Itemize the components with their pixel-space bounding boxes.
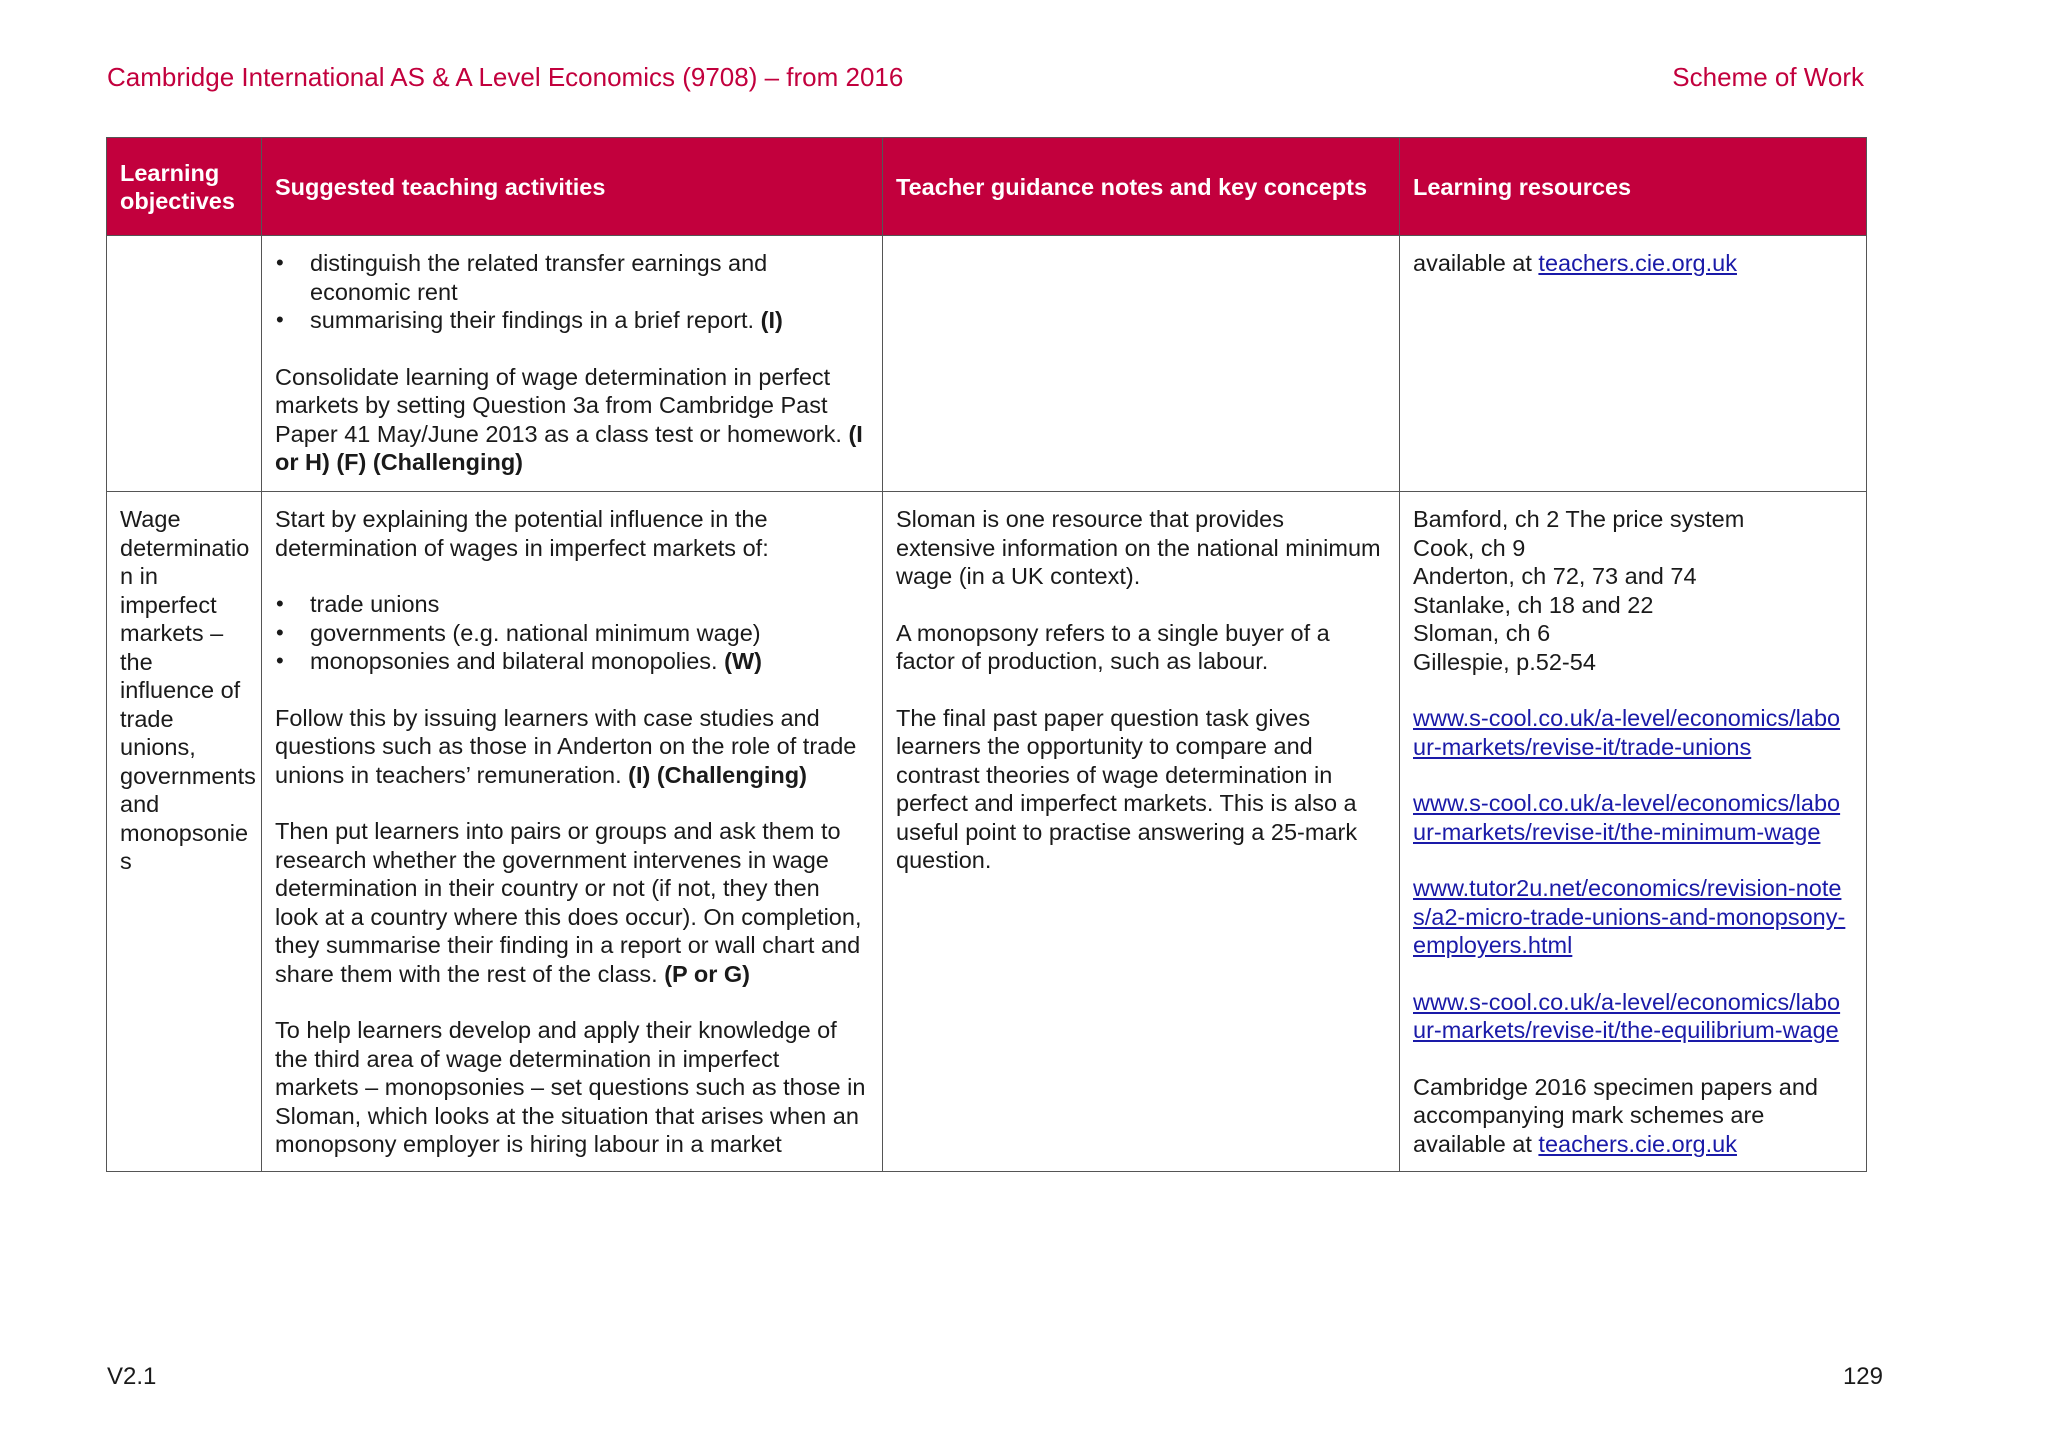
page-number: 129 [1842, 1363, 1883, 1390]
book-reference: Sloman, ch 6 [1413, 620, 1551, 646]
teachers-link[interactable]: teachers.cie.org.uk [1538, 250, 1737, 276]
paragraph: The final past paper question task gives learners the opportunity to compare and contrast theories of wage determination in perfect and imperfect markets. This is also a useful point to practise answering a 25-mark question. [896, 704, 1358, 873]
paragraph: Consolidate learning of wage determination in perfect markets by setting Question 3a from Cambridge Past Paper 41 May/June 2013 as a class test or homework. (I or H) (F) (Challenging) [275, 363, 863, 475]
resources-cell: available at teachers.cie.org.uk [1400, 236, 1867, 492]
column-header-resources: Learning resources [1400, 138, 1867, 236]
list-item: • monopsonies and bilateral monopolies. (W) [310, 647, 869, 676]
scheme-of-work-table [106, 137, 1867, 1172]
version-label: V2.1 [107, 1363, 157, 1390]
minimum-wage-link[interactable]: www.s-cool.co.uk/a-level/economics/labour-markets/revise-it/the-minimum-wage [1413, 790, 1841, 845]
paragraph: Follow this by issuing learners with case studies and questions such as those in Anderton on the role of trade unions in teachers’ remuneration. (I) (Challenging) [275, 704, 857, 788]
list-item: • trade unions [310, 590, 869, 619]
book-reference: Gillespie, p.52-54 [1413, 648, 1596, 675]
activities-cell [262, 492, 883, 1172]
table-header-row [107, 138, 1867, 236]
tutor2u-link[interactable]: www.tutor2u.net/economics/revision-notes/a2-micro-trade-unions-and-monopsony-employers.html [1413, 875, 1846, 958]
table-row [107, 236, 1867, 492]
objective-text: Wage determinatio n in imperfect markets – the influence of trade unions, governments and monopsonie s [120, 506, 256, 874]
document-title: Cambridge International AS & A Level Economics (9708) – from 2016 [107, 62, 904, 92]
trade-unions-link[interactable]: www.s-cool.co.uk/a-level/economics/labour-markets/revise-it/trade-unions [1413, 705, 1841, 760]
paragraph: To help learners develop and apply their knowledge of the third area of wage determination in imperfect markets – monopsonies – set questions such as those in Sloman, which looks at the situation that arises when an monopsony employer is hiring labour in a market [275, 1017, 866, 1157]
list-item: • summarising their findings in a brief report. (I) [310, 306, 869, 335]
activities-cell [262, 236, 883, 492]
paragraph: Sloman is one resource that provides extensive information on the national minimum wage (in a UK context). [896, 506, 1381, 589]
objective-cell [107, 236, 262, 492]
book-reference: Bamford, ch 2 The price system [1413, 506, 1745, 532]
teachers-link[interactable]: teachers.cie.org.uk [1538, 1130, 1737, 1157]
paragraph: A monopsony refers to a single buyer of a factor of production, such as labour. [896, 619, 1330, 674]
list-item: • governments (e.g. national minimum wage) [310, 619, 869, 648]
column-header-activities: Suggested teaching activities [262, 138, 883, 236]
book-reference: Anderton, ch 72, 73 and 74 [1413, 563, 1697, 589]
resources-cell [1400, 492, 1867, 1172]
book-reference: Cook, ch 9 [1413, 534, 1526, 561]
equilibrium-wage-link[interactable]: www.s-cool.co.uk/a-level/economics/labour-markets/revise-it/the-equilibrium-wage [1413, 988, 1841, 1043]
objective-cell [107, 492, 262, 1172]
table-row [107, 492, 1867, 1172]
list-item: • distinguish the related transfer earnings and economic rent [310, 249, 869, 306]
paragraph: Then put learners into pairs or groups and ask them to research whether the government intervenes in wage determination in their country or not (if not, they then look at a country where this does occur). On completion, they summarise their finding in a report or wall chart and share them with the rest of the class. (P or G) [275, 818, 862, 987]
document-type: Scheme of Work [1672, 62, 1864, 92]
column-header-objectives: Learning objectives [107, 138, 262, 236]
guidance-cell [883, 236, 1400, 492]
paragraph: Cambridge 2016 specimen papers and accompanying mark schemes are available at teachers.cie.org.uk [1413, 1073, 1818, 1157]
paragraph: Start by explaining the potential influence in the determination of wages in imperfect markets of: [275, 506, 769, 561]
column-header-guidance: Teacher guidance notes and key concepts [883, 138, 1400, 236]
guidance-cell [883, 492, 1400, 1172]
book-reference: Stanlake, ch 18 and 22 [1413, 591, 1654, 618]
